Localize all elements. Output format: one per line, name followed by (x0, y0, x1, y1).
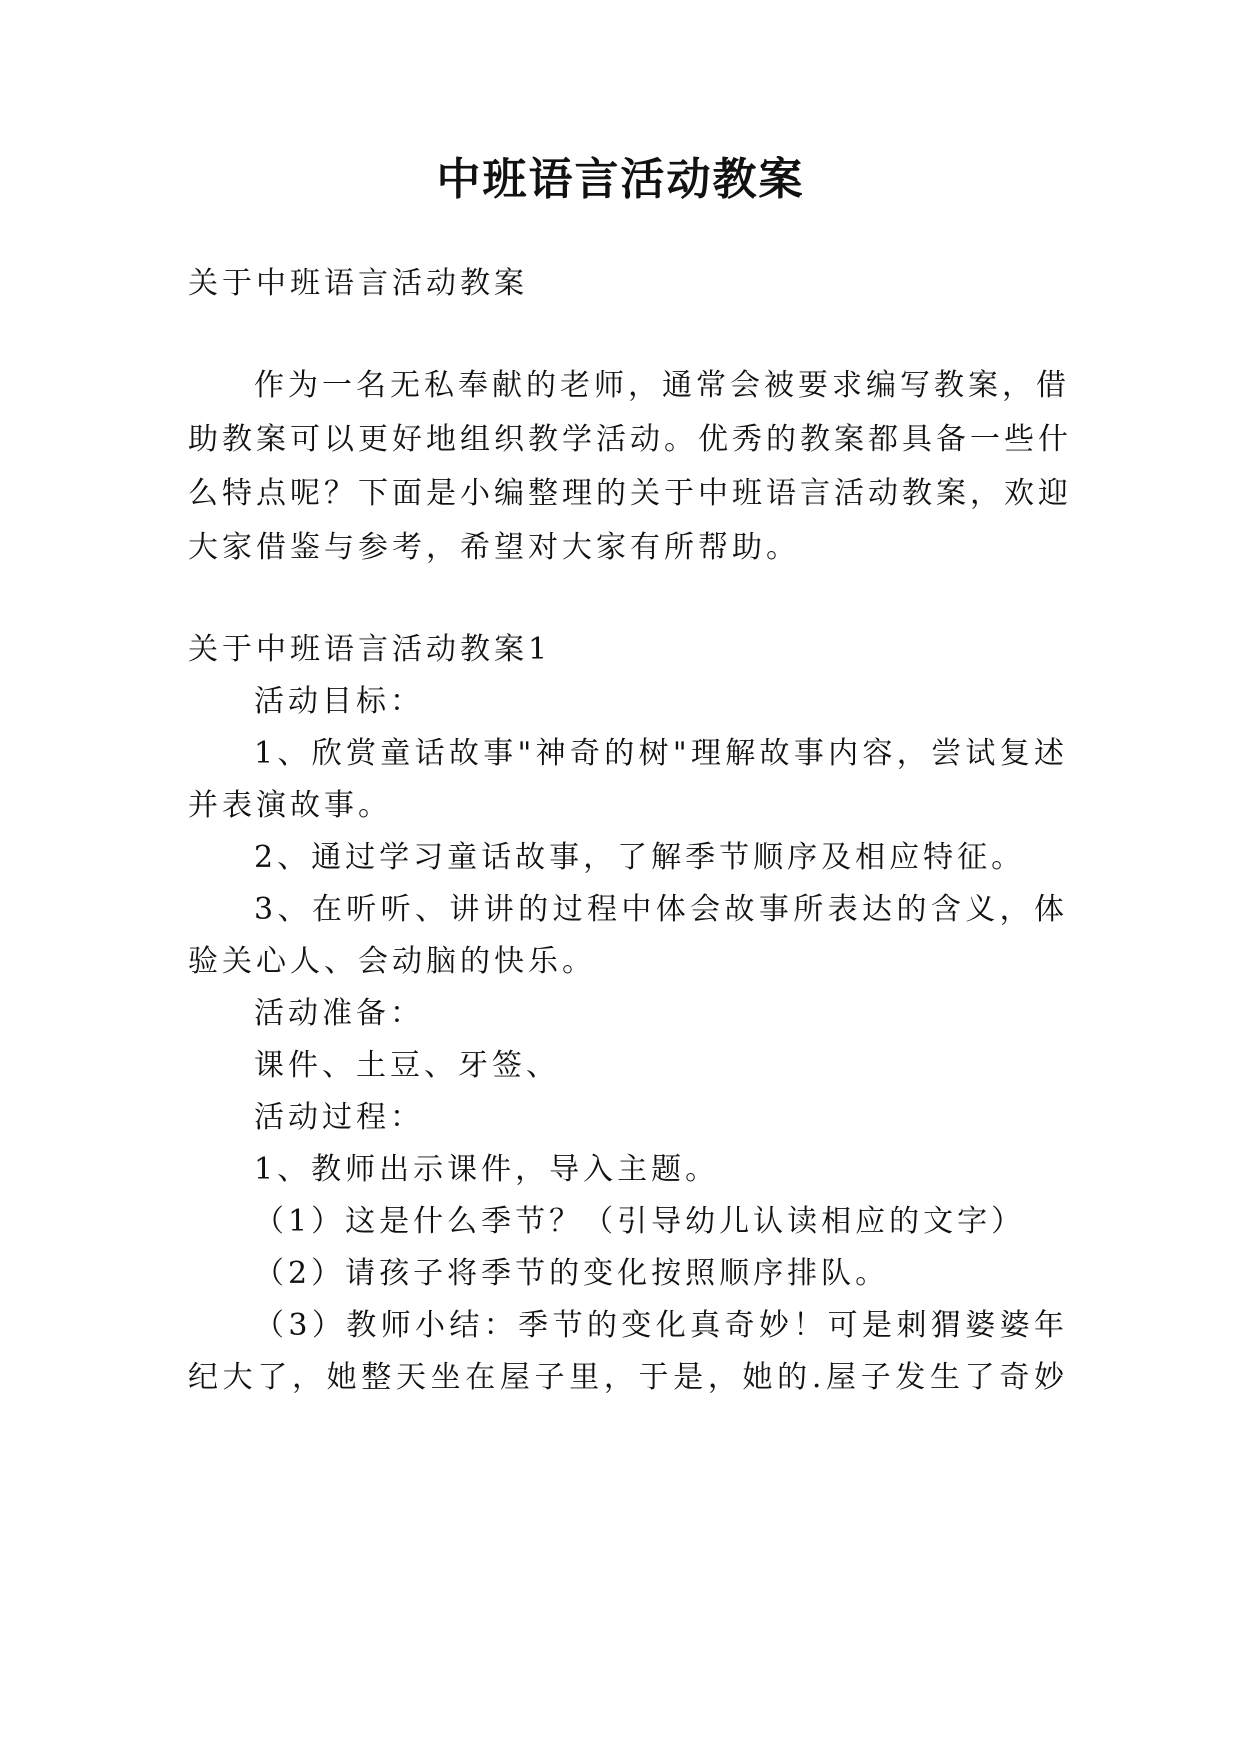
goal-1-line-2: 并表演故事。 (188, 788, 392, 823)
sub-step-2: （2）请孩子将季节的变化按照顺序排队。 (254, 1256, 890, 1291)
intro-line-3: 么特点呢？下面是小编整理的关于中班语言活动教案，欢迎 (188, 476, 1072, 511)
intro-line-4: 大家借鉴与参考，希望对大家有所帮助。 (188, 530, 800, 565)
intro-line-2: 助教案可以更好地组织教学活动。优秀的教案都具备一些什 (188, 422, 1072, 457)
goals-label: 活动目标： (254, 684, 424, 719)
goal-3-line-2: 验关心人、会动脑的快乐。 (188, 944, 596, 979)
sub-step-1: （1）这是什么季节？（引导幼儿认读相应的文字） (254, 1204, 1026, 1239)
intro-line-1: 作为一名无私奉献的老师，通常会被要求编写教案，借 (254, 368, 1070, 403)
goal-2: 2、通过学习童话故事，了解季节顺序及相应特征。 (254, 840, 1026, 875)
goal-3-line-1: 3、在听听、讲讲的过程中体会故事所表达的含义，体 (254, 892, 1068, 927)
document-title: 中班语言活动教案 (436, 154, 805, 205)
sub-step-3-line-1: （3）教师小结：季节的变化真奇妙！可是刺猬婆婆年 (254, 1308, 1068, 1343)
goal-1-line-1: 1、欣赏童话故事"神奇的树"理解故事内容，尝试复述 (254, 736, 1068, 771)
prep-label: 活动准备： (254, 996, 424, 1031)
prep-items: 课件、土豆、牙签、 (254, 1048, 560, 1083)
section-heading: 关于中班语言活动教案1 (188, 632, 552, 667)
document-subtitle: 关于中班语言活动教案 (188, 266, 528, 301)
sub-step-3-line-2: 纪大了，她整天坐在屋子里，于是，她的.屋子发生了奇妙 (188, 1360, 1068, 1395)
process-label: 活动过程： (254, 1100, 424, 1135)
step-1: 1、教师出示课件，导入主题。 (254, 1152, 720, 1187)
